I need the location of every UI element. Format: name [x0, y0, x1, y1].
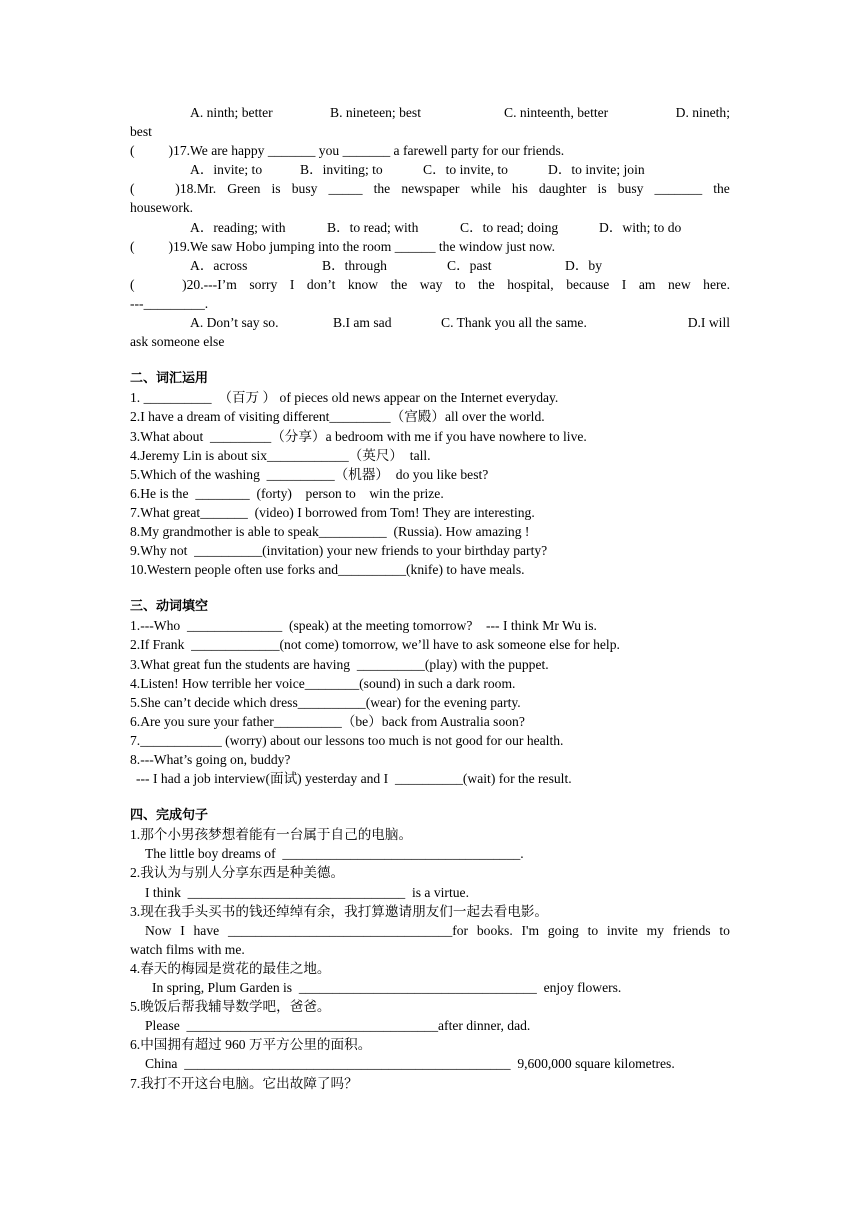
- vocab-item: 10.Western people often use forks and__________(knife) to have meals.: [130, 562, 525, 578]
- q20-option-d: D.I will: [687, 315, 730, 331]
- q20-wrap-2: ask someone else: [130, 334, 225, 350]
- q19-option-d: D．by: [565, 257, 603, 273]
- sentence-5-english: Please _____________________________________after dinner, dad.: [145, 1018, 531, 1034]
- verb-item: 7.____________ (worry) about our lessons too much is not good for our health.: [130, 732, 564, 748]
- q19-option-b: B．through: [322, 257, 387, 273]
- vocab-item: 6.He is the ________ (forty) person to win the prize.: [130, 485, 444, 501]
- q20-option-b: B.I am sad: [333, 315, 392, 331]
- verb-item: 6.Are you sure your father__________（be）back from Australia soon?: [130, 713, 525, 729]
- q18-option-d: D．with; to do: [599, 219, 682, 235]
- sentence-6-chinese: 6.中国拥有超过 960 万平方公里的面积。: [130, 1037, 372, 1053]
- q19-options: [130, 256, 730, 275]
- sentence-6-english: China ________________________________________________ 9,600,000 square kilometres.: [145, 1056, 675, 1072]
- sentence-5-chinese: 5.晚饭后帮我辅导数学吧，爸爸。: [130, 999, 331, 1015]
- q20-options: [130, 313, 730, 332]
- q20-option-a: A. Don’t say so.: [190, 315, 279, 331]
- sentence-4-english: In spring, Plum Garden is ___________________________________ enjoy flowers.: [152, 980, 622, 996]
- sentence-3-wrap: watch films with me.: [130, 941, 245, 957]
- vocab-item: 1. __________ （百万 ） of pieces old news appear on the Internet everyday.: [130, 390, 559, 406]
- sentence-4-chinese: 4.春天的梅园是赏花的最佳之地。: [130, 960, 331, 976]
- q16-option-b: B. nineteen; best: [330, 105, 421, 120]
- section-2-heading: 二、词汇运用: [130, 371, 209, 387]
- sentence-3-english: Now I have _________________________________for books. I'm going to invite my friends to: [145, 922, 730, 938]
- q17-option-d: D．to invite; join: [548, 162, 645, 178]
- q19-question: ( )19.We saw Hobo jumping into the room ______ the window just now.: [130, 238, 556, 254]
- vocab-item: 7.What great_______ (video) I borrowed from Tom! They are interesting.: [130, 504, 535, 520]
- vocab-item: 8.My grandmother is able to speak__________ (Russia). How amazing !: [130, 523, 530, 539]
- q18-option-c: C．to read; doing: [460, 219, 559, 235]
- sentence-1-chinese: 1.那个小男孩梦想着能有一台属于自己的电脑。: [130, 827, 413, 843]
- q17-option-a: A．invite; to: [190, 162, 263, 178]
- q18-wrap: housework.: [130, 200, 194, 216]
- vocab-item: 3.What about _________（分享）a bedroom with me if you have nowhere to live.: [130, 428, 587, 444]
- verb-item: 8.---What’s going on, buddy?: [130, 752, 291, 767]
- verb-item: 3.What great fun the students are having __________(play) with the puppet.: [130, 656, 549, 672]
- sentence-7-chinese: 7.我打不开这台电脑。它出故障了吗？: [130, 1075, 358, 1091]
- worksheet-page: [130, 103, 730, 1093]
- vocab-item: 4.Jeremy Lin is about six____________（英尺） tall.: [130, 447, 431, 463]
- q16-wrap: best: [130, 124, 152, 140]
- q19-option-c: C．past: [447, 257, 492, 273]
- q18-question: ( )18.Mr. Green is busy _____ the newspaper while his daughter is busy _______ the: [130, 181, 730, 197]
- verb-item: 2.If Frank _____________(not come) tomorrow, we’ll have to ask someone else for help.: [130, 637, 620, 653]
- q16-option-c: C. ninteenth, better: [504, 105, 609, 120]
- q16-options: [130, 103, 730, 122]
- sentence-2-english: I think ________________________________ is a virtue.: [145, 884, 469, 900]
- vocab-item: 9.Why not __________(invitation) your new friends to your birthday party?: [130, 543, 548, 559]
- q20-question: ( )20.---I’m sorry I don’t know the way to the hospital, because I am new here.: [130, 276, 730, 292]
- q18-option-b: B．to read; with: [327, 219, 419, 235]
- vocab-item: 5.Which of the washing __________（机器） do you like best?: [130, 466, 489, 482]
- q17-option-c: C．to invite, to: [423, 162, 508, 178]
- q18-options: [130, 218, 730, 237]
- section-4-heading: 四、完成句子: [130, 808, 209, 824]
- q16-option-a: A. ninth; better: [190, 105, 273, 120]
- q20-wrap: ---_________.: [130, 295, 209, 311]
- q17-options: [130, 160, 730, 179]
- q17-question: ( )17.We are happy _______ you _______ a farewell party for our friends.: [130, 143, 565, 159]
- sentence-2-chinese: 2.我认为与别人分享东西是种美德。: [130, 865, 345, 881]
- sentence-1-english: The little boy dreams of ___________________________________.: [145, 846, 524, 862]
- q18-option-a: A．reading; with: [190, 219, 286, 235]
- q19-option-a: A．across: [190, 257, 248, 273]
- verb-item-8-reply: --- I had a job interview(面试) yesterday and I __________(wait) for the result.: [136, 771, 572, 787]
- q17-option-b: B．inviting; to: [300, 162, 383, 178]
- vocab-item: 2.I have a dream of visiting different_________（宫殿）all over the world.: [130, 409, 545, 425]
- q20-option-c: C. Thank you all the same.: [441, 315, 587, 331]
- section-3-heading: 三、动词填空: [130, 599, 209, 615]
- verb-item: 4.Listen! How terrible her voice________(sound) in such a dark room.: [130, 675, 516, 691]
- verb-item: 1.---Who ______________ (speak) at the meeting tomorrow? --- I think Mr Wu is.: [130, 618, 597, 634]
- sentence-3-chinese: 3.现在我手头买书的钱还绰绰有余，我打算邀请朋友们一起去看电影。: [130, 903, 549, 919]
- verb-item: 5.She can’t decide which dress__________(wear) for the evening party.: [130, 694, 521, 710]
- q16-option-d: D. nineth;: [675, 105, 730, 120]
